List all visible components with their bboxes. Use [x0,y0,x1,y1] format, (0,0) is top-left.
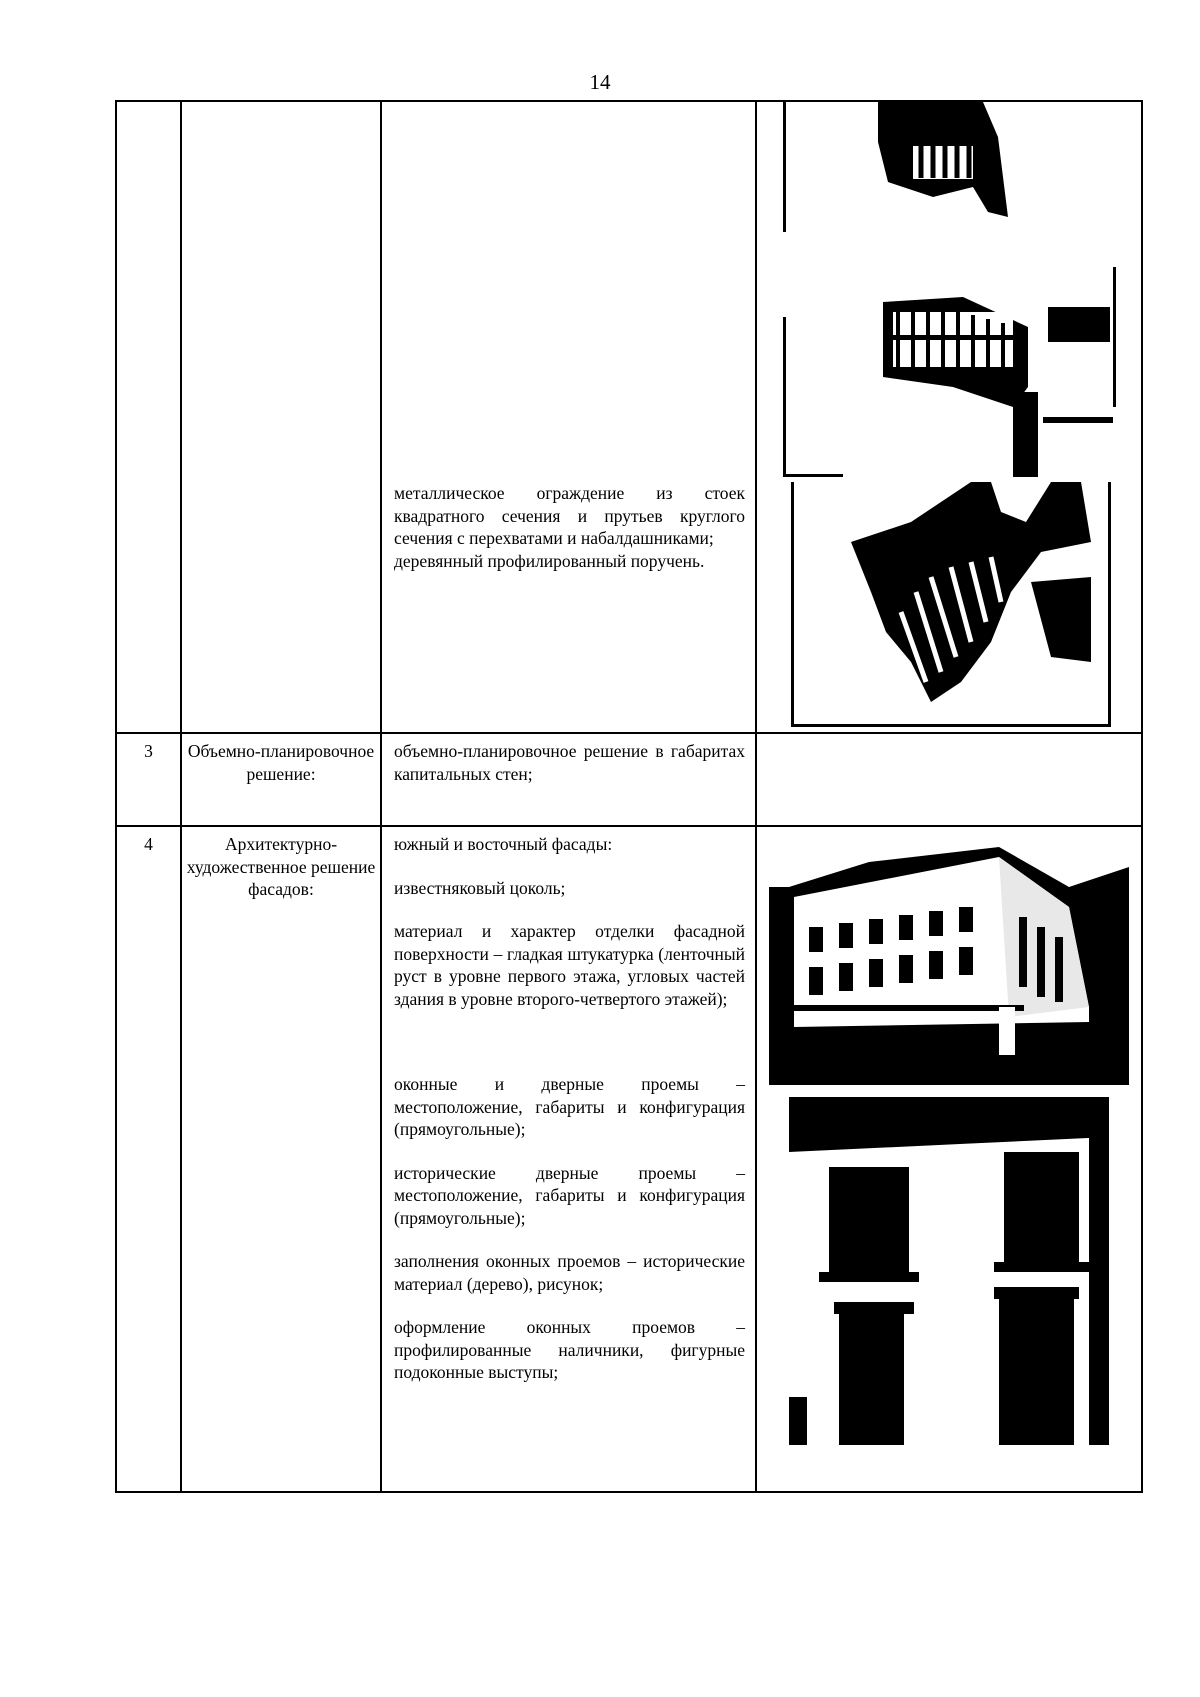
row-description-cell [381,101,756,733]
historic-doors-description: исторические дверные проемы – местоположение, габариты и конфигурация (прямоугольные); [394,1162,745,1228]
layout-description: объемно-планировочное решение в габаритах капитальных стен; [394,741,745,784]
table-row-4 [116,826,1142,1492]
row-description-cell [381,733,756,826]
row-number-cell [116,101,181,733]
table-row-balcony [116,101,1142,733]
row-description-cell [381,826,756,1492]
facade-windows-photo [789,1097,1109,1445]
row-number-cell: 3 [116,733,181,826]
row-number-cell: 4 [116,826,181,1492]
balcony-underside-photo [791,482,1111,727]
finish-description: материал и характер отделки фасадной поверхности – гладкая штукатурка (ленточный руст в уровне первого этажа, угловых частей здания в уровне второго-четвертого этажей); [394,921,745,1009]
spec-table [115,100,1143,1493]
page-number: 14 [589,70,611,94]
window-fill-description: заполнения оконных проемов – исторические материал (дерево), рисунок; [394,1251,745,1294]
row-name-cell [181,101,381,733]
facades-heading: южный и восточный фасады: [394,834,613,854]
window-trim-description: оформление оконных проемов – профилированные наличники, фигурные подоконные выступы; [394,1317,745,1382]
openings-description: оконные и дверные проемы – местоположение, габариты и конфигурация (прямоугольные); [394,1074,745,1139]
balcony-railing-photo [783,267,1123,477]
balcony-corner-photo [783,102,1008,232]
row-photos-cell [756,101,1142,733]
handrail-description: деревянный профилированный поручень. [394,550,705,571]
row-name-cell: Архитектурно-художественное решение фасадов: [181,826,381,1492]
row-photos-cell [756,826,1142,1492]
table-row-3 [116,733,1142,826]
railing-description: металлическое ограждение из стоек квадратного сечения и прутьев круглого сечения с перехватами и набалдашниками; [394,483,745,548]
plinth-description: известняковый цоколь; [394,877,566,898]
row-photos-cell [756,733,1142,826]
row-name-cell: Объемно-планировочное решение: [181,733,381,826]
building-facade-photo [769,827,1129,1085]
